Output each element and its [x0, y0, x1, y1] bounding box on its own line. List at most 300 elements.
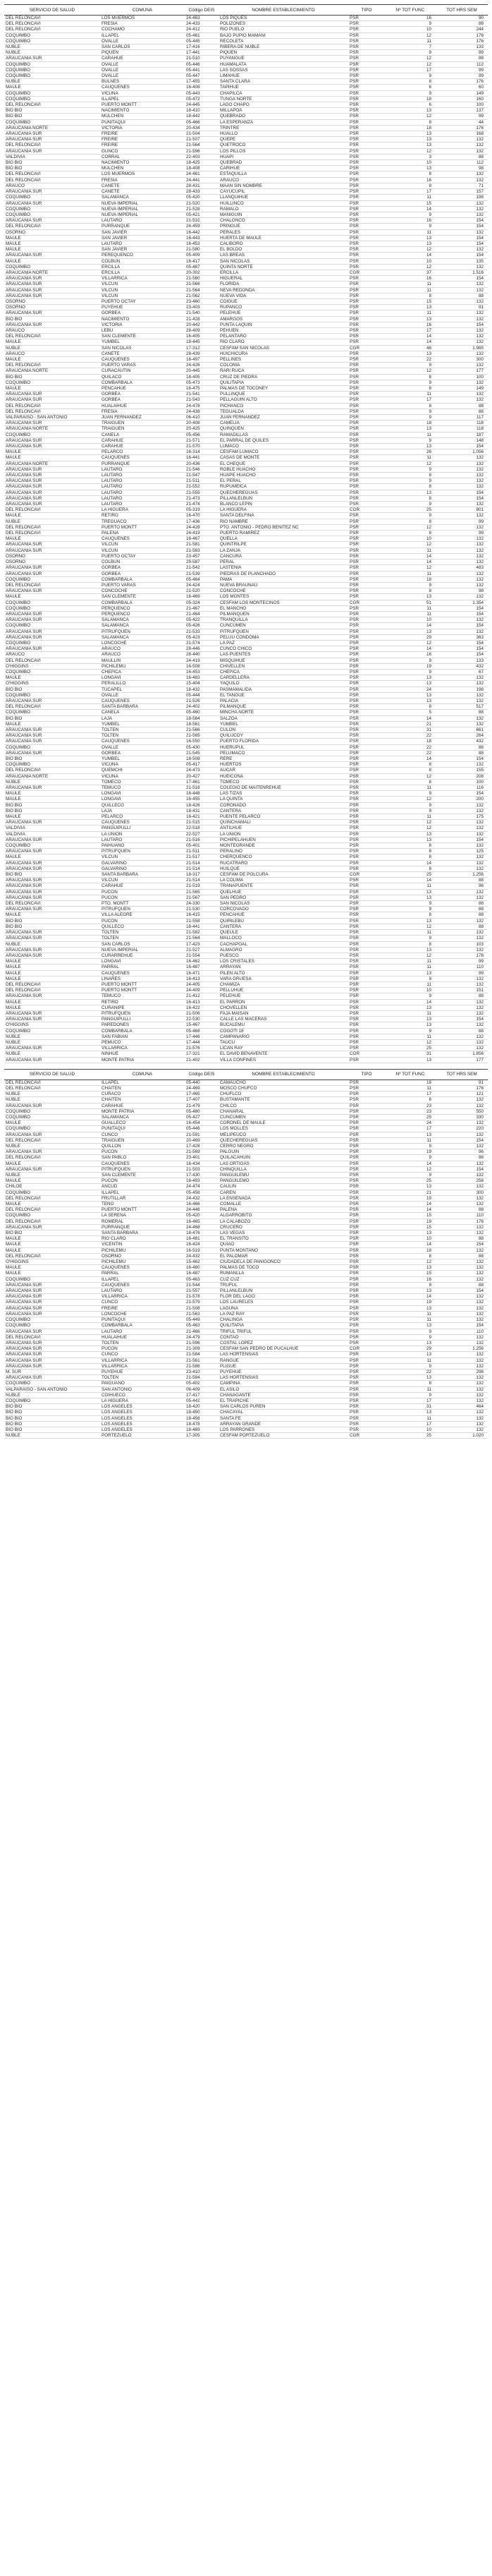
cell-hrs: 133 [436, 658, 488, 663]
cell-tipo: PSR [348, 1276, 385, 1282]
cell-func: 8 [385, 849, 436, 854]
cell-nombre: HUILQUE [219, 866, 348, 871]
cell-hrs: 298 [436, 1369, 488, 1374]
cell-comuna: TOMECO [100, 779, 185, 785]
table-row [4, 386, 488, 392]
cell-comuna: ILLAPEL [100, 1276, 185, 1282]
table-row [4, 883, 488, 889]
cell-hrs: 132 [436, 675, 488, 681]
cell-func: 13 [385, 1184, 436, 1190]
cell-nombre: PILEN ALTO [219, 970, 348, 976]
cell-tipo: PSR [348, 258, 385, 264]
cell-hrs: 132 [436, 484, 488, 490]
table-row [4, 507, 488, 513]
cell-tipo: PSR [348, 889, 385, 895]
cell-func: 9 [385, 409, 436, 414]
cell-nombre: ANTILHUE [219, 826, 348, 831]
cell-servicio: ARAUCANIA SUR [4, 895, 100, 900]
cell-hrs: 132 [436, 698, 488, 703]
cell-nombre: PALMAS DE TOCONEY [219, 386, 348, 392]
cell-codigo: 17-428 [185, 1144, 219, 1149]
cell-func: 15 [385, 1224, 436, 1230]
table-row [4, 594, 488, 600]
table-row [4, 1132, 488, 1137]
cell-hrs: 149 [436, 386, 488, 392]
cell-servicio: BIO BIO [4, 160, 100, 166]
cell-tipo: PSR [348, 397, 385, 403]
cell-servicio: ÑUBLE [4, 79, 100, 85]
table-row [4, 1051, 488, 1057]
cell-servicio: COQUIMBO [4, 119, 100, 125]
cell-func: 10 [385, 988, 436, 993]
cell-comuna: LONGAVI [100, 675, 185, 681]
cell-tipo: PSR [348, 195, 385, 200]
cell-codigo: 21-564 [185, 936, 219, 941]
cell-tipo: PSR [348, 976, 385, 981]
cell-nombre: AMARGOS [219, 316, 348, 322]
cell-comuna: NACIMIENTO [100, 108, 185, 114]
cell-servicio: BIO BIO [4, 108, 100, 114]
cell-codigo: 21-309 [185, 1346, 219, 1352]
table-row [4, 542, 488, 548]
cell-servicio: COQUIMBO [4, 73, 100, 79]
cell-servicio: ARAUCANIA SUR [4, 1346, 100, 1352]
cell-hrs: 125 [436, 849, 488, 854]
cell-hrs: 154 [436, 276, 488, 282]
cell-comuna: VILLARRICA [100, 276, 185, 282]
cell-comuna: MONTE PATRIA [100, 1108, 185, 1114]
table-row [4, 727, 488, 732]
cell-comuna: PUERTO OCTAY [100, 553, 185, 559]
cell-servicio: DEL RELONCAVI [4, 524, 100, 530]
table-row [4, 1323, 488, 1329]
table-row [4, 843, 488, 849]
header-hrs: TOT HRS SEM [436, 5, 488, 16]
cell-nombre: PILMANQUE [219, 704, 348, 710]
cell-func: 13 [385, 351, 436, 356]
cell-codigo: 20-427 [185, 773, 219, 779]
cell-servicio: ARAUCANIA SUR [4, 860, 100, 866]
cell-tipo: PSR [348, 802, 385, 808]
cell-nombre: QUINQUEN [219, 426, 348, 432]
table-row [4, 241, 488, 246]
cell-nombre: NEVA REDONDA [219, 287, 348, 293]
cell-func: 9 [385, 502, 436, 507]
cell-func: 13 [385, 241, 436, 246]
cell-tipo: PSR [348, 710, 385, 715]
cell-servicio: ARAUCANIA NORTE [4, 426, 100, 432]
cell-hrs: 67 [436, 669, 488, 675]
cell-servicio: MAULE [4, 1120, 100, 1126]
cell-func: 19 [385, 663, 436, 669]
cell-codigo: 05-447 [185, 73, 219, 79]
cell-servicio: ARAUCANIA SUR [4, 727, 100, 732]
cell-nombre: TUNGA NORTE [219, 96, 348, 102]
cell-func: 24 [385, 1120, 436, 1126]
cell-codigo: 21-518 [185, 785, 219, 791]
cell-hrs: 330 [436, 1114, 488, 1120]
cell-servicio: DEL RELONCAVI [4, 171, 100, 177]
cell-codigo: 18-450 [185, 1410, 219, 1415]
cell-nombre: MINCHA NORTE [219, 710, 348, 715]
cell-codigo: 21-545 [185, 750, 219, 756]
cell-servicio: COQUIMBO [4, 669, 100, 675]
table-2-body [4, 1080, 488, 1439]
table-row [4, 1276, 488, 1282]
cell-tipo: PSR [348, 519, 385, 524]
cell-tipo: PSR [348, 924, 385, 929]
cell-comuna: CURANIPE [100, 1005, 185, 1010]
table-row [4, 61, 488, 67]
cell-tipo: PSR [348, 1144, 385, 1149]
cell-comuna: ILLAPEL [100, 32, 185, 38]
cell-comuna: PAIHUANO [100, 843, 185, 849]
cell-servicio: ARAUCANIA SUR [4, 820, 100, 826]
cell-hrs: 132 [436, 327, 488, 333]
table-row [4, 1097, 488, 1103]
cell-nombre: MALLOCO [219, 936, 348, 941]
cell-servicio: VALDIVIA [4, 826, 100, 831]
cell-hrs: 99 [436, 67, 488, 73]
cell-hrs: 132 [436, 576, 488, 582]
cell-codigo: 23-460 [185, 298, 219, 304]
cell-comuna: PANGUIPULLI [100, 1017, 185, 1022]
cell-servicio: COQUIMBO [4, 1381, 100, 1386]
cell-servicio: COQUIMBO [4, 380, 100, 385]
cell-tipo: PSR [348, 1427, 385, 1432]
cell-func: 8 [385, 519, 436, 524]
cell-comuna: VILLARRICA [100, 1363, 185, 1369]
cell-codigo: 16-471 [185, 970, 219, 976]
cell-servicio: ARAUCANIA SUR [4, 617, 100, 623]
cell-func: 18 [385, 125, 436, 131]
cell-func: 19 [385, 1300, 436, 1305]
cell-comuna: CAUQUENES [100, 1161, 185, 1166]
cell-servicio: BIO BIO [4, 802, 100, 808]
cell-comuna: GALVARINO [100, 860, 185, 866]
cell-hrs: 132 [436, 513, 488, 519]
cell-func: 13 [385, 143, 436, 148]
table-row [4, 345, 488, 351]
cell-servicio: ARAUCANIA SUR [4, 571, 100, 576]
cell-comuna: FRUTILLAR [100, 1195, 185, 1201]
cell-comuna: LOS ANGELES [100, 1404, 185, 1410]
cell-comuna: PEREQUENCO [100, 253, 185, 258]
cell-tipo: PSR [348, 1184, 385, 1190]
cell-nombre: PANGUILEMO [219, 1178, 348, 1184]
cell-hrs: 154 [436, 241, 488, 246]
cell-func: 11 [385, 785, 436, 791]
cell-comuna: VILCUN [100, 287, 185, 293]
cell-func: 13 [385, 426, 436, 432]
cell-codigo: 21-508 [185, 1305, 219, 1311]
table-row [4, 421, 488, 426]
cell-tipo: PSR [348, 721, 385, 727]
cell-codigo: 18-469 [185, 1427, 219, 1432]
cell-servicio: ARAUCANIA SUR [4, 739, 100, 744]
table-row [4, 102, 488, 108]
cell-servicio: ARAUCANIA SUR [4, 421, 100, 426]
cell-servicio: BIO BIO [4, 114, 100, 119]
cell-hrs: 132 [436, 1375, 488, 1381]
cell-tipo: PSR [348, 733, 385, 739]
cell-func: 9 [385, 808, 436, 814]
cell-hrs: 132 [436, 571, 488, 576]
cell-codigo: 21-547 [185, 473, 219, 478]
cell-hrs: 100 [436, 102, 488, 108]
cell-codigo: 21-543 [185, 397, 219, 403]
cell-nombre: PITRUFQUEN [219, 629, 348, 634]
cell-comuna: SANTA BARBARA [100, 872, 185, 878]
cell-tipo: PSR [348, 1173, 385, 1178]
cell-func: 12 [385, 56, 436, 61]
cell-codigo: 17-455 [185, 79, 219, 85]
cell-comuna: PELARCO [100, 449, 185, 455]
cell-tipo: PSR [348, 1207, 385, 1213]
cell-tipo: PSR [348, 351, 385, 356]
cell-servicio: COQUIMBO [4, 692, 100, 698]
cell-nombre: PELLAGUIN ALTO [219, 397, 348, 403]
cell-comuna: QUILLON [100, 1144, 185, 1149]
cell-nombre: CACHAPOAL [219, 941, 348, 947]
cell-nombre: CUNCUMEN [219, 623, 348, 629]
cell-codigo: 18-426 [185, 802, 219, 808]
cell-tipo: PSR [348, 779, 385, 785]
cell-nombre: POLIZONES [219, 21, 348, 27]
table-row [4, 327, 488, 333]
cell-comuna: TEMUCO [100, 785, 185, 791]
table-row [4, 634, 488, 640]
table-row [4, 1230, 488, 1236]
cell-codigo: 18-508 [185, 756, 219, 762]
cell-codigo: 16-314 [185, 449, 219, 455]
cell-hrs: 132 [436, 999, 488, 1005]
table-row [4, 1224, 488, 1230]
cell-codigo: 21-511 [185, 849, 219, 854]
cell-tipo: PSR [348, 1137, 385, 1143]
cell-tipo: PSR [348, 276, 385, 282]
table-row [4, 669, 488, 675]
cell-servicio: COQUIMBO [4, 605, 100, 611]
cell-func: 15 [385, 298, 436, 304]
cell-nombre: PELANTARO [219, 334, 348, 339]
cell-func: 9 [385, 73, 436, 79]
cell-codigo: 05-472 [185, 96, 219, 102]
cell-tipo: PSR [348, 629, 385, 634]
cell-nombre: PUYEHUE [219, 1369, 348, 1374]
cell-func: 31 [385, 727, 436, 732]
cell-servicio: ARAUCANIA SUR [4, 542, 100, 548]
table-row [4, 1259, 488, 1265]
table-row [4, 1271, 488, 1276]
cell-hrs: 132 [436, 1046, 488, 1051]
cell-hrs: 132 [436, 1144, 488, 1149]
cell-comuna: GUALLECO [100, 1120, 185, 1126]
cell-codigo: 17-312 [185, 345, 219, 351]
cell-nombre: SANTA FE [219, 1415, 348, 1421]
cell-tipo: PSR [348, 1288, 385, 1294]
cell-func: 16 [385, 652, 436, 658]
cell-hrs: 132 [436, 1173, 488, 1178]
cell-nombre: PELEHUE [219, 310, 348, 316]
table-row [4, 287, 488, 293]
cell-servicio: ARAUCO [4, 351, 100, 356]
cell-hrs: 148 [436, 437, 488, 443]
cell-comuna: PURRANQUE [100, 1224, 185, 1230]
cell-func: 8 [385, 293, 436, 298]
cell-nombre: MOSCO CHUFCO [219, 1085, 348, 1091]
cell-comuna: LAUTARO [100, 484, 185, 490]
cell-nombre: PELEHUE [219, 993, 348, 999]
cell-hrs: 132 [436, 1010, 488, 1016]
cell-codigo: 24-446 [185, 1207, 219, 1213]
cell-func: 11 [385, 1386, 436, 1392]
cell-tipo: PSR [348, 965, 385, 970]
cell-tipo: PSR [348, 1242, 385, 1247]
cell-codigo: 16-493 [185, 1178, 219, 1184]
cell-hrs: 112 [436, 61, 488, 67]
cell-hrs: 110 [436, 965, 488, 970]
cell-nombre: QUEULE [219, 930, 348, 936]
cell-func: 12 [385, 1259, 436, 1265]
cell-nombre: CANTERA [219, 808, 348, 814]
cell-tipo: PSR [348, 1161, 385, 1166]
cell-comuna: SAN ANTONIO [100, 1386, 185, 1392]
cell-codigo: 21-580 [185, 247, 219, 253]
cell-func: 14 [385, 334, 436, 339]
cell-nombre: QUEBRAD [219, 160, 348, 166]
cell-func: 12 [385, 264, 436, 270]
cell-servicio: BIO BIO [4, 808, 100, 814]
cell-servicio: COQUIMBO [4, 640, 100, 646]
cell-func: 8 [385, 495, 436, 501]
cell-func: 13 [385, 681, 436, 687]
cell-nombre: TRUFUL [219, 1282, 348, 1288]
table-row [4, 1415, 488, 1421]
table-row [4, 334, 488, 339]
table-row [4, 959, 488, 965]
cell-hrs: 132 [436, 287, 488, 293]
cell-tipo: PSR [348, 560, 385, 565]
cell-tipo: PSR [348, 1317, 385, 1323]
cell-comuna: COMBARBALA [100, 1028, 185, 1034]
cell-codigo: 20-469 [185, 1137, 219, 1143]
cell-codigo: 21-517 [185, 854, 219, 860]
cell-codigo: 18-405 [185, 374, 219, 380]
cell-servicio: MAULE [4, 854, 100, 860]
cell-tipo: PSR [348, 1259, 385, 1265]
cell-func: 14 [385, 553, 436, 559]
table-row [4, 171, 488, 177]
cell-servicio: BIO BIO [4, 374, 100, 380]
table-row [4, 339, 488, 345]
cell-codigo: 05-441 [185, 67, 219, 73]
cell-codigo: 24-459 [185, 224, 219, 229]
table-row [4, 1114, 488, 1120]
cell-hrs: 132 [436, 1427, 488, 1432]
cell-tipo: PSR [348, 617, 385, 623]
cell-func: 16 [385, 322, 436, 327]
cell-hrs: 88 [436, 744, 488, 750]
cell-codigo: 21-540 [185, 310, 219, 316]
cell-codigo: 28-433 [185, 189, 219, 195]
table-row [4, 21, 488, 27]
table-row [4, 988, 488, 993]
cell-hrs: 132 [436, 148, 488, 154]
cell-codigo: 16-475 [185, 386, 219, 392]
cell-func: 8 [385, 473, 436, 478]
cell-hrs: 132 [436, 1224, 488, 1230]
cell-codigo: 21-479 [185, 1103, 219, 1108]
cell-hrs: 132 [436, 715, 488, 721]
cell-comuna: CURACO [100, 1092, 185, 1097]
table-row [4, 1242, 488, 1247]
cell-hrs: 154 [436, 837, 488, 842]
cell-servicio: MAULE [4, 241, 100, 246]
table-row [4, 310, 488, 316]
table-row [4, 785, 488, 791]
cell-comuna: LAUTARO [100, 1288, 185, 1294]
cell-hrs: 132 [436, 397, 488, 403]
cell-func: 19 [385, 1195, 436, 1201]
cell-codigo: 21-514 [185, 860, 219, 866]
cell-codigo: 05-446 [185, 1126, 219, 1132]
table-row [4, 1207, 488, 1213]
cell-comuna: PERQUENCO [100, 605, 185, 611]
cell-func: 13 [385, 444, 436, 449]
cell-codigo: 18-564 [185, 715, 219, 721]
cell-hrs: 300 [436, 1190, 488, 1195]
cell-nombre: RIO NAMBRE [219, 519, 348, 524]
cell-servicio: ARAUCANIA SUR [4, 1010, 100, 1016]
cell-servicio: MAULE [4, 999, 100, 1005]
cell-func: 22 [385, 750, 436, 756]
cell-codigo: 05-449 [185, 1317, 219, 1323]
table-row [4, 108, 488, 114]
cell-servicio: ARAUCANIA SUR [4, 1046, 100, 1051]
cell-codigo: 21-569 [185, 1149, 219, 1155]
cell-nombre: LA PAZ RAY [219, 1311, 348, 1317]
cell-codigo: 16-422 [185, 1005, 219, 1010]
table-row [4, 611, 488, 617]
cell-hrs: 91 [436, 305, 488, 310]
cell-tipo: PSR [348, 692, 385, 698]
cell-nombre: CHILCO [219, 1103, 348, 1108]
cell-nombre: CALLE LAS MACERAS [219, 1017, 348, 1022]
cell-hrs: 154 [436, 322, 488, 327]
cell-codigo: 21-473 [185, 495, 219, 501]
cell-servicio: ARAUCANIA NORTE [4, 125, 100, 131]
table-row [4, 1288, 488, 1294]
cell-codigo: 05-460 [185, 710, 219, 715]
cell-func: 13 [385, 1410, 436, 1415]
cell-hrs: 1.020 [436, 1433, 488, 1439]
cell-codigo: 21-584 [185, 1375, 219, 1381]
cell-hrs: 244 [436, 27, 488, 32]
cell-codigo: 05-402 [185, 1381, 219, 1386]
cell-func: 8 [385, 1253, 436, 1259]
cell-hrs: 98 [436, 166, 488, 171]
cell-nombre: PAMA [219, 576, 348, 582]
cell-tipo: PSR [348, 797, 385, 802]
table-row [4, 1144, 488, 1149]
table-row [4, 976, 488, 981]
cell-hrs: 154 [436, 756, 488, 762]
cell-tipo: PSR [348, 1108, 385, 1114]
cell-func: 23 [385, 1103, 436, 1108]
cell-func: 9 [385, 907, 436, 912]
cell-servicio: ÑUBLE [4, 1173, 100, 1178]
